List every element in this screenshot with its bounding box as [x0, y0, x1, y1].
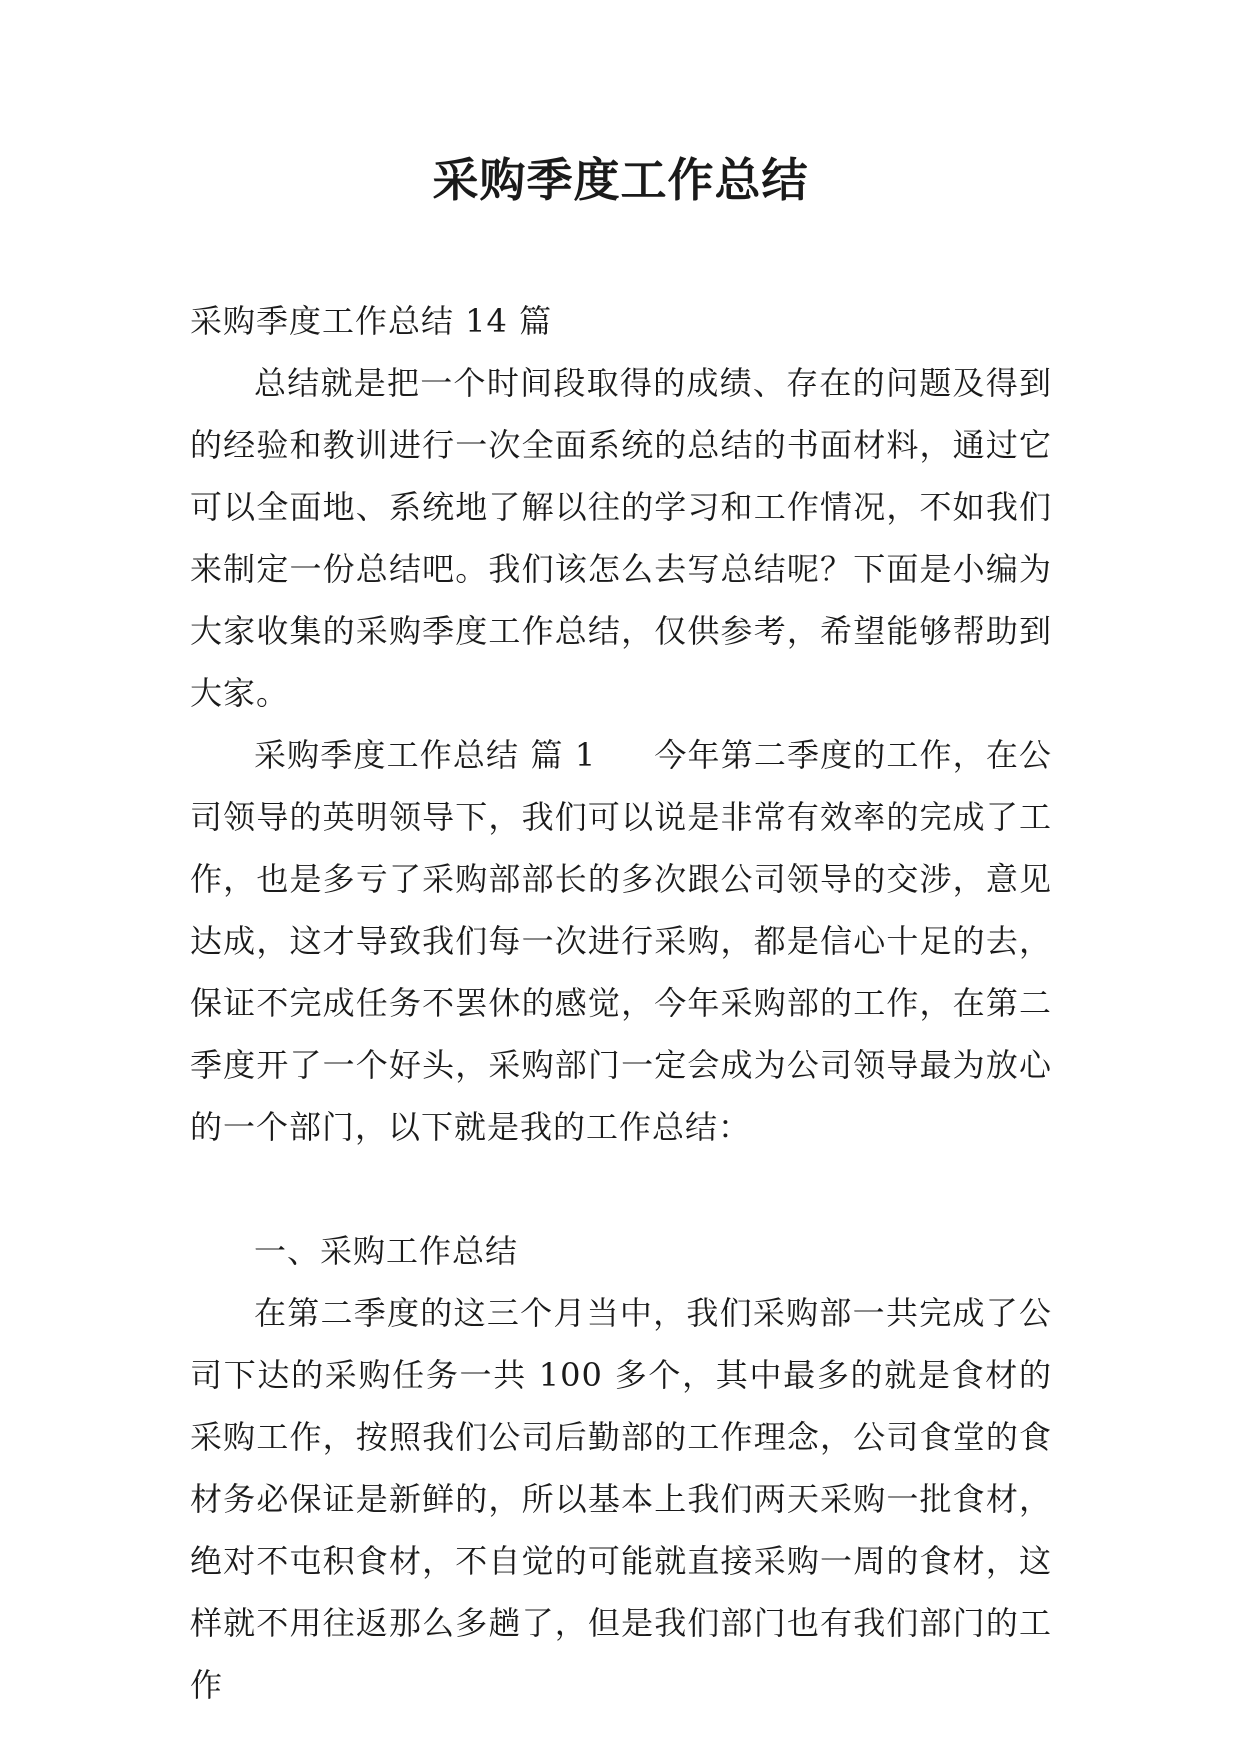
part-1-text: 今年第二季度的工作，在公司领导的英明领导下，我们可以说是非常有效率的完成了工作，也是多亏了采购部部长的多次跟公司领导的交涉，意见达成，这才导致我们每一次进行采购，都是信心十足的去，保证不完成任务不罢休的感觉，今年采购部的工作，在第二季度开了一个好头，采购部门一定会成为公司领导最为放心的一个部门，以下就是我的工作总结：	[190, 736, 1052, 1146]
document-body	[190, 290, 1052, 1716]
document-title: 采购季度工作总结	[432, 153, 809, 207]
document-subtitle: 采购季度工作总结 14 篇	[190, 302, 553, 340]
section-1-heading: 一、采购工作总结	[254, 1232, 519, 1270]
part-1-paragraph	[190, 724, 1052, 1158]
part-1-label: 采购季度工作总结 篇 1	[254, 736, 597, 774]
paragraph-gap	[190, 1158, 1052, 1220]
intro-paragraph: 总结就是把一个时间段取得的成绩、存在的问题及得到的经验和教训进行一次全面系统的总结的书面材料，通过它可以全面地、系统地了解以往的学习和工作情况，不如我们来制定一份总结吧。我们该怎么去写总结呢？下面是小编为大家收集的采购季度工作总结，仅供参考，希望能够帮助到大家。	[190, 364, 1052, 712]
section-1-paragraph: 在第二季度的这三个月当中，我们采购部一共完成了公司下达的采购任务一共 100 多个，其中最多的就是食材的采购工作，按照我们公司后勤部的工作理念，公司食堂的食材务必保证是新鲜的，所以基本上我们两天采购一批食材，绝对不屯积食材，不自觉的可能就直接采购一周的食材，这样就不用往返那么多趟了，但是我们部门也有我们部门的工作	[190, 1294, 1052, 1704]
